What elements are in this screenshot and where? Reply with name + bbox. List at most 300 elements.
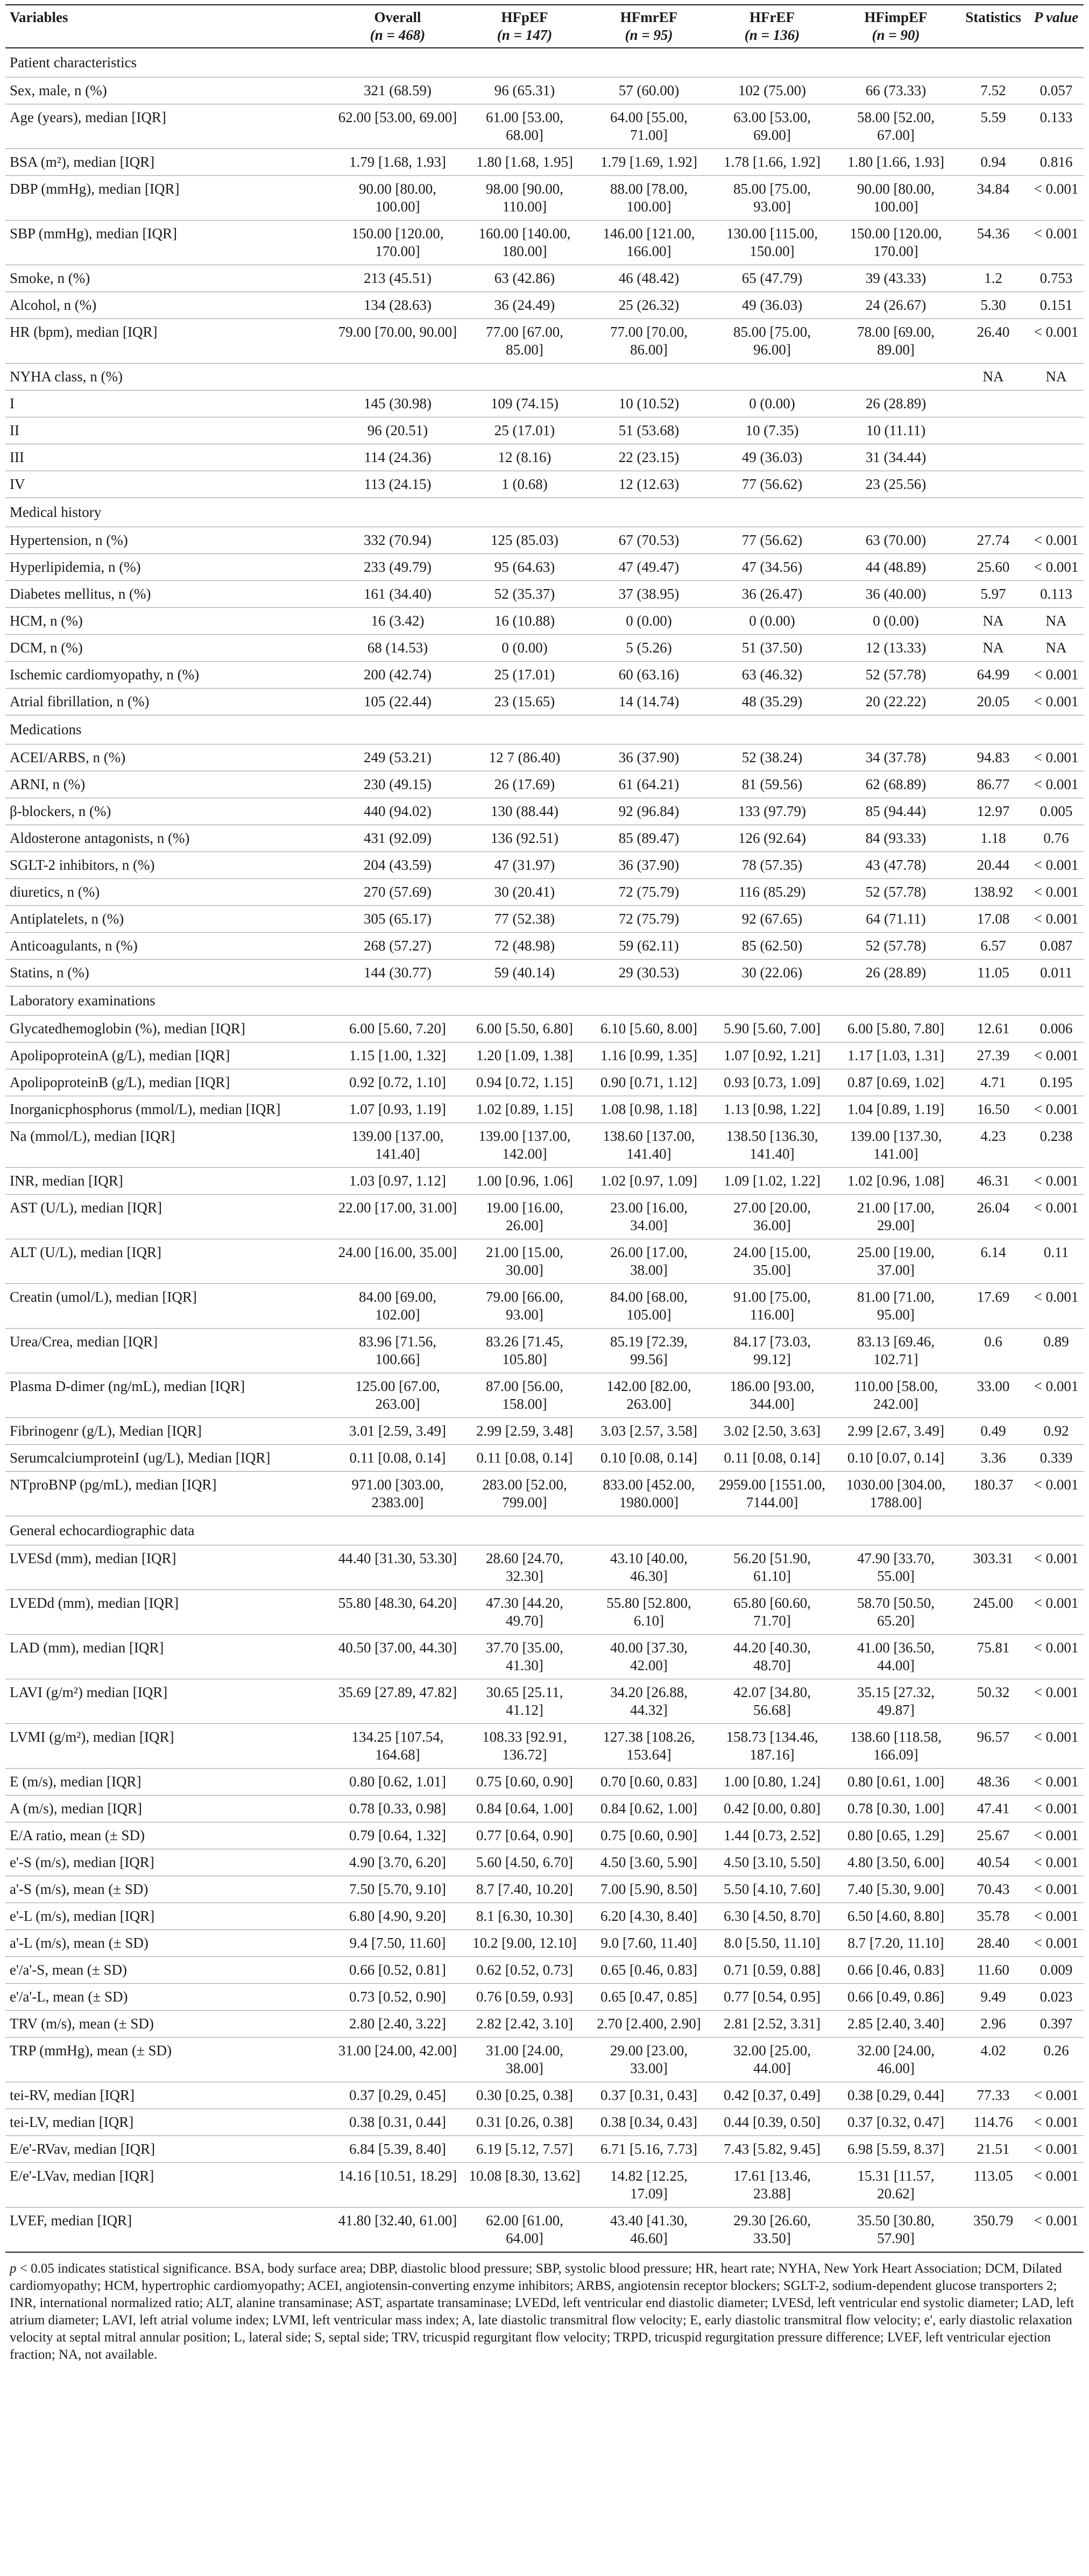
variable-cell: Urea/Crea, median [IQR] xyxy=(5,1329,334,1373)
value-cell: 34.84 xyxy=(958,176,1029,221)
value-cell: 1.09 [1.02, 1.22] xyxy=(710,1168,834,1195)
value-cell: 14.16 [10.51, 18.29] xyxy=(334,2163,462,2208)
value-cell: 88.00 [78.00, 100.00] xyxy=(588,176,710,221)
value-cell: 63 (46.32) xyxy=(710,662,834,689)
value-cell: 0.79 [0.64, 1.32] xyxy=(334,1822,462,1849)
value-cell: 2.96 xyxy=(958,2011,1029,2038)
variable-cell: Hypertension, n (%) xyxy=(5,527,334,554)
value-cell: 1.20 [1.09, 1.38] xyxy=(462,1042,588,1069)
value-cell: 19.00 [16.00, 26.00] xyxy=(462,1195,588,1239)
column-header-5 xyxy=(834,5,958,48)
value-cell: < 0.001 xyxy=(1029,554,1084,581)
value-cell: 7.43 [5.82, 9.45] xyxy=(710,2136,834,2163)
table-row xyxy=(5,960,1084,987)
value-cell: 1.79 [1.69, 1.92] xyxy=(588,149,710,176)
value-cell: 55.80 [52.800, 6.10] xyxy=(588,1590,710,1635)
value-cell: 0.26 xyxy=(1029,2038,1084,2082)
value-cell: 15.31 [11.57, 20.62] xyxy=(834,2163,958,2208)
value-cell: 6.14 xyxy=(958,1239,1029,1284)
variable-cell: Atrial fibrillation, n (%) xyxy=(5,689,334,715)
value-cell: 75.81 xyxy=(958,1635,1029,1679)
value-cell: 17.69 xyxy=(958,1284,1029,1329)
variable-cell: II xyxy=(5,417,334,444)
value-cell xyxy=(958,417,1029,444)
value-cell: 21.00 [17.00, 29.00] xyxy=(834,1195,958,1239)
value-cell: 12 (12.63) xyxy=(588,471,710,498)
value-cell: 139.00 [137.30, 141.00] xyxy=(834,1123,958,1168)
value-cell: 0 (0.00) xyxy=(710,391,834,417)
table-row xyxy=(5,265,1084,292)
value-cell: 81 (59.56) xyxy=(710,771,834,798)
value-cell: 52 (57.78) xyxy=(834,662,958,689)
value-cell: 24.00 [15.00, 35.00] xyxy=(710,1239,834,1284)
value-cell: 87.00 [56.00, 158.00] xyxy=(462,1373,588,1418)
table-row xyxy=(5,1769,1084,1796)
value-cell: 58.70 [50.50, 65.20] xyxy=(834,1590,958,1635)
column-header-label: HFimpEF xyxy=(864,9,928,25)
value-cell: 0.93 [0.73, 1.09] xyxy=(710,1069,834,1096)
value-cell: 0.11 [0.08, 0.14] xyxy=(462,1445,588,1472)
table-row xyxy=(5,744,1084,771)
value-cell: 79.00 [70.00, 90.00] xyxy=(334,319,462,364)
variable-cell: E/e'-LVav, median [IQR] xyxy=(5,2163,334,2208)
value-cell: 44.40 [31.30, 53.30] xyxy=(334,1545,462,1590)
value-cell: < 0.001 xyxy=(1029,1472,1084,1516)
value-cell: 8.7 [7.40, 10.20] xyxy=(462,1876,588,1903)
value-cell: 6.20 [4.30, 8.40] xyxy=(588,1903,710,1930)
column-header-1 xyxy=(334,5,462,48)
table-row xyxy=(5,2208,1084,2253)
value-cell: 0.38 [0.29, 0.44] xyxy=(834,2082,958,2109)
value-cell: 6.30 [4.50, 8.70] xyxy=(710,1903,834,1930)
value-cell: 1.44 [0.73, 2.52] xyxy=(710,1822,834,1849)
value-cell: < 0.001 xyxy=(1029,906,1084,933)
variable-cell: Antiplatelets, n (%) xyxy=(5,906,334,933)
value-cell: 0.6 xyxy=(958,1329,1029,1373)
variable-cell: tei-RV, median [IQR] xyxy=(5,2082,334,2109)
value-cell: 62.00 [61.00, 64.00] xyxy=(462,2208,588,2253)
variable-cell: LVEDd (mm), median [IQR] xyxy=(5,1590,334,1635)
value-cell: 0.78 [0.33, 0.98] xyxy=(334,1796,462,1822)
value-cell: 46 (48.42) xyxy=(588,265,710,292)
value-cell: 48 (35.29) xyxy=(710,689,834,715)
value-cell: 1.78 [1.66, 1.92] xyxy=(710,149,834,176)
value-cell: 7.40 [5.30, 9.00] xyxy=(834,1876,958,1903)
value-cell: 5.60 [4.50, 6.70] xyxy=(462,1849,588,1876)
value-cell: 0.37 [0.31, 0.43] xyxy=(588,2082,710,2109)
value-cell: 31.00 [24.00, 38.00] xyxy=(462,2038,588,2082)
value-cell: 145 (30.98) xyxy=(334,391,462,417)
value-cell: 4.50 [3.60, 5.90] xyxy=(588,1849,710,1876)
value-cell: 0.80 [0.65, 1.29] xyxy=(834,1822,958,1849)
value-cell: 1.07 [0.92, 1.21] xyxy=(710,1042,834,1069)
value-cell: 25.67 xyxy=(958,1822,1029,1849)
value-cell: 113 (24.15) xyxy=(334,471,462,498)
value-cell: NA xyxy=(958,608,1029,635)
variable-cell: e'/a'-S, mean (± SD) xyxy=(5,1957,334,1984)
value-cell: 283.00 [52.00, 799.00] xyxy=(462,1472,588,1516)
value-cell: 0.42 [0.37, 0.49] xyxy=(710,2082,834,2109)
value-cell: 25 (26.32) xyxy=(588,292,710,319)
value-cell: 90.00 [80.00, 100.00] xyxy=(834,176,958,221)
value-cell: 25 (17.01) xyxy=(462,662,588,689)
value-cell: 2.81 [2.52, 3.31] xyxy=(710,2011,834,2038)
value-cell: 56.20 [51.90, 61.10] xyxy=(710,1545,834,1590)
value-cell: 2.99 [2.59, 3.48] xyxy=(462,1418,588,1445)
value-cell: 1.80 [1.66, 1.93] xyxy=(834,149,958,176)
value-cell: 0.195 xyxy=(1029,1069,1084,1096)
value-cell: 134 (28.63) xyxy=(334,292,462,319)
value-cell: 0.77 [0.64, 0.90] xyxy=(462,1822,588,1849)
value-cell: 84.00 [69.00, 102.00] xyxy=(334,1284,462,1329)
value-cell: 144 (30.77) xyxy=(334,960,462,987)
value-cell: 59 (40.14) xyxy=(462,960,588,987)
value-cell: 24.00 [16.00, 35.00] xyxy=(334,1239,462,1284)
value-cell: 62.00 [53.00, 69.00] xyxy=(334,104,462,149)
value-cell: 0 (0.00) xyxy=(588,608,710,635)
value-cell: 83.96 [71.56, 100.66] xyxy=(334,1329,462,1373)
section-header-row xyxy=(5,48,1084,77)
table-row xyxy=(5,527,1084,554)
value-cell: < 0.001 xyxy=(1029,852,1084,879)
section-header-row xyxy=(5,987,1084,1016)
value-cell: 90.00 [80.00, 100.00] xyxy=(334,176,462,221)
value-cell: 4.80 [3.50, 6.00] xyxy=(834,1849,958,1876)
value-cell: 0.133 xyxy=(1029,104,1084,149)
value-cell: 0.65 [0.46, 0.83] xyxy=(588,1957,710,1984)
variable-cell: ApolipoproteinB (g/L), median [IQR] xyxy=(5,1069,334,1096)
value-cell: 270 (57.69) xyxy=(334,879,462,906)
value-cell: 0.057 xyxy=(1029,77,1084,104)
table-row xyxy=(5,1016,1084,1042)
value-cell: 0.10 [0.08, 0.14] xyxy=(588,1445,710,1472)
variable-cell: NYHA class, n (%) xyxy=(5,364,334,391)
value-cell: 85.00 [75.00, 96.00] xyxy=(710,319,834,364)
value-cell: 43.10 [40.00, 46.30] xyxy=(588,1545,710,1590)
value-cell: 8.0 [5.50, 11.10] xyxy=(710,1930,834,1957)
value-cell: 34.20 [26.88, 44.32] xyxy=(588,1679,710,1724)
value-cell: 42.07 [34.80, 56.68] xyxy=(710,1679,834,1724)
value-cell: 22 (23.15) xyxy=(588,444,710,471)
value-cell: < 0.001 xyxy=(1029,1724,1084,1769)
value-cell: 105 (22.44) xyxy=(334,689,462,715)
value-cell: NA xyxy=(958,364,1029,391)
value-cell: 63 (70.00) xyxy=(834,527,958,554)
table-row xyxy=(5,1957,1084,1984)
value-cell: 37 (38.95) xyxy=(588,581,710,608)
variable-cell: DCM, n (%) xyxy=(5,635,334,662)
value-cell: 26.04 xyxy=(958,1195,1029,1239)
value-cell: 47 (34.56) xyxy=(710,554,834,581)
value-cell: 0.84 [0.62, 1.00] xyxy=(588,1796,710,1822)
table-row xyxy=(5,176,1084,221)
variable-cell: LAD (mm), median [IQR] xyxy=(5,1635,334,1679)
section-title: Medical history xyxy=(5,498,1084,527)
value-cell: 7.52 xyxy=(958,77,1029,104)
variable-cell: Plasma D-dimer (ng/mL), median [IQR] xyxy=(5,1373,334,1418)
value-cell: 10 (10.52) xyxy=(588,391,710,417)
value-cell: 64.99 xyxy=(958,662,1029,689)
value-cell: 125.00 [67.00, 263.00] xyxy=(334,1373,462,1418)
value-cell: 6.00 [5.60, 7.20] xyxy=(334,1016,462,1042)
value-cell: 77.33 xyxy=(958,2082,1029,2109)
table-row xyxy=(5,77,1084,104)
variable-cell: tei-LV, median [IQR] xyxy=(5,2109,334,2136)
value-cell: 1.00 [0.96, 1.06] xyxy=(462,1168,588,1195)
value-cell: 1.02 [0.96, 1.08] xyxy=(834,1168,958,1195)
value-cell: 27.39 xyxy=(958,1042,1029,1069)
value-cell: 0.77 [0.54, 0.95] xyxy=(710,1984,834,2011)
value-cell: 0.009 xyxy=(1029,1957,1084,1984)
value-cell: 6.98 [5.59, 8.37] xyxy=(834,2136,958,2163)
value-cell: 17.61 [13.46, 23.88] xyxy=(710,2163,834,2208)
table-row xyxy=(5,1876,1084,1903)
value-cell: 26 (28.89) xyxy=(834,960,958,987)
value-cell: 0.816 xyxy=(1029,149,1084,176)
value-cell: 62 (68.89) xyxy=(834,771,958,798)
value-cell: 85 (94.44) xyxy=(834,798,958,825)
value-cell: 95 (64.63) xyxy=(462,554,588,581)
value-cell: 0.76 [0.59, 0.93] xyxy=(462,1984,588,2011)
column-header-label: Statistics xyxy=(965,9,1021,25)
value-cell: 9.4 [7.50, 11.60] xyxy=(334,1930,462,1957)
value-cell: 77 (52.38) xyxy=(462,906,588,933)
value-cell: 233 (49.79) xyxy=(334,554,462,581)
value-cell: 63 (42.86) xyxy=(462,265,588,292)
value-cell: 96 (20.51) xyxy=(334,417,462,444)
variable-cell: a'-S (m/s), mean (± SD) xyxy=(5,1876,334,1903)
value-cell: 33.00 xyxy=(958,1373,1029,1418)
value-cell xyxy=(1029,417,1084,444)
table-row xyxy=(5,662,1084,689)
value-cell: 0.76 xyxy=(1029,825,1084,852)
value-cell: 126 (92.64) xyxy=(710,825,834,852)
value-cell: 186.00 [93.00, 344.00] xyxy=(710,1373,834,1418)
variable-cell: Statins, n (%) xyxy=(5,960,334,987)
value-cell: 0.87 [0.69, 1.02] xyxy=(834,1069,958,1096)
table-row xyxy=(5,1329,1084,1373)
value-cell: 16 (3.42) xyxy=(334,608,462,635)
value-cell: 21.51 xyxy=(958,2136,1029,2163)
value-cell: 17.08 xyxy=(958,906,1029,933)
value-cell: 0 (0.00) xyxy=(710,608,834,635)
value-cell: 0.65 [0.47, 0.85] xyxy=(588,1984,710,2011)
variable-cell: LAVI (g/m²) median [IQR] xyxy=(5,1679,334,1724)
table-row xyxy=(5,635,1084,662)
value-cell: 0.38 [0.31, 0.44] xyxy=(334,2109,462,2136)
value-cell: 0.30 [0.25, 0.38] xyxy=(462,2082,588,2109)
value-cell: 92 (67.65) xyxy=(710,906,834,933)
value-cell: 110.00 [58.00, 242.00] xyxy=(834,1373,958,1418)
variable-cell: INR, median [IQR] xyxy=(5,1168,334,1195)
value-cell: < 0.001 xyxy=(1029,2136,1084,2163)
table-row xyxy=(5,1545,1084,1590)
value-cell: 0.42 [0.00, 0.80] xyxy=(710,1796,834,1822)
value-cell: 84 (93.33) xyxy=(834,825,958,852)
value-cell: 8.1 [6.30, 10.30] xyxy=(462,1903,588,1930)
value-cell: 26 (17.69) xyxy=(462,771,588,798)
value-cell: 64.00 [55.00, 71.00] xyxy=(588,104,710,149)
value-cell: 0.78 [0.30, 1.00] xyxy=(834,1796,958,1822)
value-cell: 4.02 xyxy=(958,2038,1029,2082)
table-row xyxy=(5,221,1084,265)
value-cell: 146.00 [121.00, 166.00] xyxy=(588,221,710,265)
value-cell: 2959.00 [1551.00, 7144.00] xyxy=(710,1472,834,1516)
value-cell: 31.00 [24.00, 42.00] xyxy=(334,2038,462,2082)
value-cell: < 0.001 xyxy=(1029,1849,1084,1876)
variable-cell: diuretics, n (%) xyxy=(5,879,334,906)
value-cell: 150.00 [120.00, 170.00] xyxy=(334,221,462,265)
value-cell: 0.37 [0.29, 0.45] xyxy=(334,2082,462,2109)
value-cell: 26.00 [17.00, 38.00] xyxy=(588,1239,710,1284)
value-cell: NA xyxy=(1029,364,1084,391)
value-cell: 48.36 xyxy=(958,1769,1029,1796)
table-row xyxy=(5,1373,1084,1418)
table-row xyxy=(5,1168,1084,1195)
value-cell: 40.00 [37.30, 42.00] xyxy=(588,1635,710,1679)
value-cell: 6.84 [5.39, 8.40] xyxy=(334,2136,462,2163)
column-header-count: (n = 136) xyxy=(744,27,800,43)
variable-cell: III xyxy=(5,444,334,471)
value-cell: 249 (53.21) xyxy=(334,744,462,771)
value-cell: 1.18 xyxy=(958,825,1029,852)
value-cell: < 0.001 xyxy=(1029,1168,1084,1195)
value-cell: 12.97 xyxy=(958,798,1029,825)
value-cell: 43.40 [41.30, 46.60] xyxy=(588,2208,710,2253)
variable-cell: NTproBNP (pg/mL), median [IQR] xyxy=(5,1472,334,1516)
value-cell: 36 (24.49) xyxy=(462,292,588,319)
value-cell: 29.00 [23.00, 33.00] xyxy=(588,2038,710,2082)
value-cell xyxy=(834,364,958,391)
variable-cell: Alcohol, n (%) xyxy=(5,292,334,319)
table-row xyxy=(5,471,1084,498)
table-row xyxy=(5,798,1084,825)
table-row xyxy=(5,554,1084,581)
value-cell: 1.79 [1.68, 1.93] xyxy=(334,149,462,176)
table-row xyxy=(5,1724,1084,1769)
value-cell: 25.60 xyxy=(958,554,1029,581)
variable-cell: SBP (mmHg), median [IQR] xyxy=(5,221,334,265)
variable-cell: Anticoagulants, n (%) xyxy=(5,933,334,960)
variable-cell: Fibrinogenr (g/L), Median [IQR] xyxy=(5,1418,334,1445)
value-cell: < 0.001 xyxy=(1029,1796,1084,1822)
value-cell: 6.80 [4.90, 9.20] xyxy=(334,1903,462,1930)
variable-cell: BSA (m²), median [IQR] xyxy=(5,149,334,176)
variable-cell: β-blockers, n (%) xyxy=(5,798,334,825)
value-cell: 63.00 [53.00, 69.00] xyxy=(710,104,834,149)
value-cell: 20.44 xyxy=(958,852,1029,879)
value-cell xyxy=(462,364,588,391)
value-cell: 2.99 [2.67, 3.49] xyxy=(834,1418,958,1445)
table-row xyxy=(5,292,1084,319)
value-cell: < 0.001 xyxy=(1029,879,1084,906)
column-header-count: (n = 95) xyxy=(625,27,673,43)
value-cell: 4.50 [3.10, 5.50] xyxy=(710,1849,834,1876)
value-cell: 30.65 [25.11, 41.12] xyxy=(462,1679,588,1724)
value-cell: NA xyxy=(958,635,1029,662)
table-row xyxy=(5,2011,1084,2038)
value-cell: 1.00 [0.80, 1.24] xyxy=(710,1769,834,1796)
value-cell: < 0.001 xyxy=(1029,1930,1084,1957)
column-header-6 xyxy=(958,5,1029,48)
column-header-count: (n = 90) xyxy=(872,27,920,43)
value-cell: 7.00 [5.90, 8.50] xyxy=(588,1876,710,1903)
value-cell: 0.89 xyxy=(1029,1329,1084,1373)
variable-cell: TRV (m/s), mean (± SD) xyxy=(5,2011,334,2038)
value-cell: 0.90 [0.71, 1.12] xyxy=(588,1069,710,1096)
value-cell: 41.80 [32.40, 61.00] xyxy=(334,2208,462,2253)
value-cell: 305 (65.17) xyxy=(334,906,462,933)
value-cell: < 0.001 xyxy=(1029,1903,1084,1930)
value-cell: 30 (22.06) xyxy=(710,960,834,987)
variable-cell: A (m/s), median [IQR] xyxy=(5,1796,334,1822)
value-cell: < 0.001 xyxy=(1029,1042,1084,1069)
variable-cell: ALT (U/L), median [IQR] xyxy=(5,1239,334,1284)
variable-cell: IV xyxy=(5,471,334,498)
value-cell: 0.238 xyxy=(1029,1123,1084,1168)
value-cell: 34 (37.78) xyxy=(834,744,958,771)
value-cell: 6.19 [5.12, 7.57] xyxy=(462,2136,588,2163)
table-row xyxy=(5,581,1084,608)
value-cell: 59 (62.11) xyxy=(588,933,710,960)
value-cell: 14.82 [12.25, 17.09] xyxy=(588,2163,710,2208)
value-cell: 114.76 xyxy=(958,2109,1029,2136)
value-cell: 98.00 [90.00, 110.00] xyxy=(462,176,588,221)
value-cell xyxy=(958,471,1029,498)
value-cell: 138.50 [136.30, 141.40] xyxy=(710,1123,834,1168)
value-cell: 0.49 xyxy=(958,1418,1029,1445)
value-cell: < 0.001 xyxy=(1029,1822,1084,1849)
value-cell xyxy=(710,364,834,391)
value-cell: 1.02 [0.97, 1.09] xyxy=(588,1168,710,1195)
value-cell: 16.50 xyxy=(958,1096,1029,1123)
value-cell: 10 (11.11) xyxy=(834,417,958,444)
value-cell: 139.00 [137.00, 142.00] xyxy=(462,1123,588,1168)
value-cell: 47.90 [33.70, 55.00] xyxy=(834,1545,958,1590)
value-cell: 0.023 xyxy=(1029,1984,1084,2011)
value-cell: 46.31 xyxy=(958,1168,1029,1195)
value-cell: 0.11 [0.08, 0.14] xyxy=(334,1445,462,1472)
value-cell: 5.59 xyxy=(958,104,1029,149)
value-cell: 204 (43.59) xyxy=(334,852,462,879)
variable-cell: Smoke, n (%) xyxy=(5,265,334,292)
variable-cell: Creatin (umol/L), median [IQR] xyxy=(5,1284,334,1329)
value-cell: 81.00 [71.00, 95.00] xyxy=(834,1284,958,1329)
value-cell: 0 (0.00) xyxy=(462,635,588,662)
column-header-label: Variables xyxy=(10,9,68,25)
value-cell: < 0.001 xyxy=(1029,2109,1084,2136)
value-cell: 40.54 xyxy=(958,1849,1029,1876)
table-row xyxy=(5,2038,1084,2082)
value-cell: 78 (57.35) xyxy=(710,852,834,879)
value-cell: < 0.001 xyxy=(1029,1096,1084,1123)
variable-cell: Na (mmol/L), median [IQR] xyxy=(5,1123,334,1168)
table-row xyxy=(5,2109,1084,2136)
value-cell: 72 (48.98) xyxy=(462,933,588,960)
value-cell: 200 (42.74) xyxy=(334,662,462,689)
value-cell: 6.50 [4.60, 8.80] xyxy=(834,1903,958,1930)
variable-cell: Aldosterone antagonists, n (%) xyxy=(5,825,334,852)
column-header-label: HFpEF xyxy=(501,9,548,25)
section-title: Laboratory examinations xyxy=(5,987,1084,1016)
value-cell: < 0.001 xyxy=(1029,1373,1084,1418)
value-cell: 5.30 xyxy=(958,292,1029,319)
table-row xyxy=(5,1096,1084,1123)
value-cell: 27.74 xyxy=(958,527,1029,554)
value-cell: < 0.001 xyxy=(1029,662,1084,689)
value-cell: < 0.001 xyxy=(1029,2163,1084,2208)
table-row xyxy=(5,852,1084,879)
